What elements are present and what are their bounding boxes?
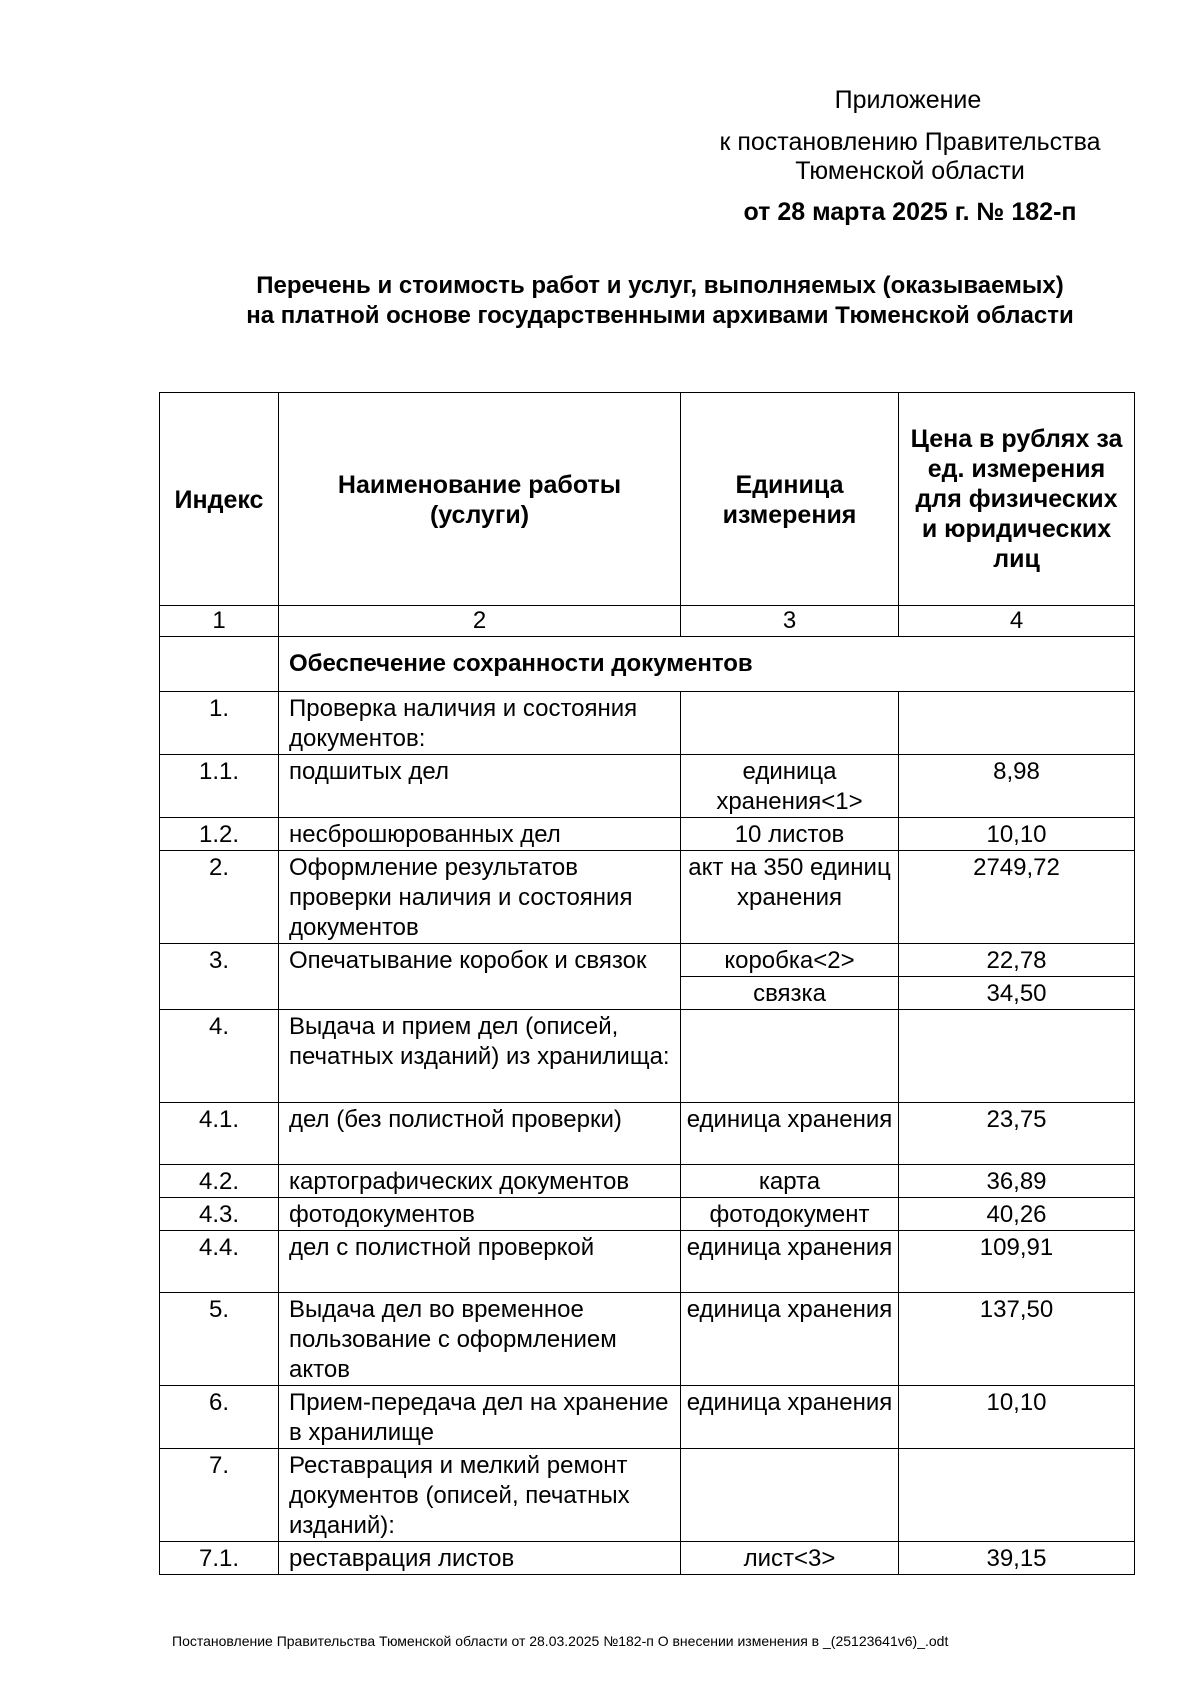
row-index: 4.1. [160,1103,279,1165]
section-row [160,637,1135,692]
row-price: 137,50 [899,1293,1135,1386]
column-number: 2 [279,606,681,637]
row-unit: коробка<2> [681,944,899,977]
row-index: 5. [160,1293,279,1386]
row-price [899,1010,1135,1103]
row-index: 4.3. [160,1198,279,1231]
row-unit: единица хранения [681,1103,899,1165]
resolution-date-number: от 28 марта 2025 г. № 182-п [743,198,1077,226]
column-number: 4 [899,606,1135,637]
row-unit: единица хранения [681,1231,899,1293]
row-price: 109,91 [899,1231,1135,1293]
row-index: 3. [160,944,279,1010]
table-row [160,944,1135,977]
section-index-cell [160,637,279,692]
row-index: 7.1. [160,1542,279,1575]
row-price: 36,89 [899,1165,1135,1198]
row-name: Выдача и прием дел (описей, печатных изданий) из хранилища: [279,1010,681,1103]
column-numbers-row [160,606,1135,637]
document-title-line2: на платной основе государственными архивами Тюменской области [246,302,1074,329]
row-price [899,1449,1135,1542]
row-price: 23,75 [899,1103,1135,1165]
row-price: 34,50 [899,977,1135,1010]
table-row [160,755,1135,818]
column-header-price: Цена в рублях за ед. измерения для физических и юридических лиц [899,393,1135,606]
column-header-name: Наименование работы (услуги) [279,393,681,606]
row-price: 8,98 [899,755,1135,818]
table-row [160,692,1135,755]
row-unit: карта [681,1165,899,1198]
section-title: Обеспечение сохранности документов [279,637,1135,692]
row-unit: лист<3> [681,1542,899,1575]
table-row [160,1010,1135,1103]
row-price: 2749,72 [899,851,1135,944]
row-unit [681,1449,899,1542]
column-number: 1 [160,606,279,637]
row-unit: фотодокумент [681,1198,899,1231]
table-row [160,1449,1135,1542]
row-name: Проверка наличия и состояния документов: [279,692,681,755]
document-title-line1: Перечень и стоимость работ и услуг, выполняемых (оказываемых) [256,272,1064,299]
row-name: Оформление результатов проверки наличия и состояния документов [279,851,681,944]
row-index: 6. [160,1386,279,1449]
row-price: 40,26 [899,1198,1135,1231]
row-price: 22,78 [899,944,1135,977]
row-name: Опечатывание коробок и связок [279,944,681,1010]
table-row [160,1198,1135,1231]
price-list-table [159,392,1135,1575]
resolution-label: к постановлению Правительства [719,128,1101,156]
row-name: дел (без полистной проверки) [279,1103,681,1165]
row-price: 39,15 [899,1542,1135,1575]
row-name: Реставрация и мелкий ремонт документов (описей, печатных изданий): [279,1449,681,1542]
row-price: 10,10 [899,818,1135,851]
row-unit: единица хранения<1> [681,755,899,818]
region-label: Тюменской области [795,157,1025,185]
row-unit: единица хранения [681,1293,899,1386]
row-unit [681,692,899,755]
row-index: 4.4. [160,1231,279,1293]
row-price [899,692,1135,755]
row-index: 2. [160,851,279,944]
row-index: 7. [160,1449,279,1542]
row-unit: единица хранения [681,1386,899,1449]
row-name: Прием-передача дел на хранение в хранилище [279,1386,681,1449]
table-row [160,1386,1135,1449]
row-unit [681,1010,899,1103]
row-name: Выдача дел во временное пользование с оформлением актов [279,1293,681,1386]
row-index: 1.2. [160,818,279,851]
table-row [160,851,1135,944]
row-name: несброшюрованных дел [279,818,681,851]
table-row [160,1231,1135,1293]
row-unit: 10 листов [681,818,899,851]
appendix-label: Приложение [834,86,982,114]
row-price: 10,10 [899,1386,1135,1449]
row-name: фотодокументов [279,1198,681,1231]
row-index: 1.1. [160,755,279,818]
column-number: 3 [681,606,899,637]
row-unit: акт на 350 единиц хранения [681,851,899,944]
table-row [160,1103,1135,1165]
row-index: 1. [160,692,279,755]
row-unit: связка [681,977,899,1010]
row-index: 4.2. [160,1165,279,1198]
table-row [160,1165,1135,1198]
column-header-index: Индекс [160,393,279,606]
row-name: реставрация листов [279,1542,681,1575]
column-header-unit: Единица измерения [681,393,899,606]
row-name: подшитых дел [279,755,681,818]
table-row [160,1293,1135,1386]
page-footer: Постановление Правительства Тюменской области от 28.03.2025 №182-п О внесении изменения в _(25123641v6)_.odt [172,1633,949,1649]
row-name: картографических документов [279,1165,681,1198]
table-row [160,1542,1135,1575]
table-row [160,818,1135,851]
table-header-row [160,393,1135,606]
row-name: дел с полистной проверкой [279,1231,681,1293]
row-index: 4. [160,1010,279,1103]
